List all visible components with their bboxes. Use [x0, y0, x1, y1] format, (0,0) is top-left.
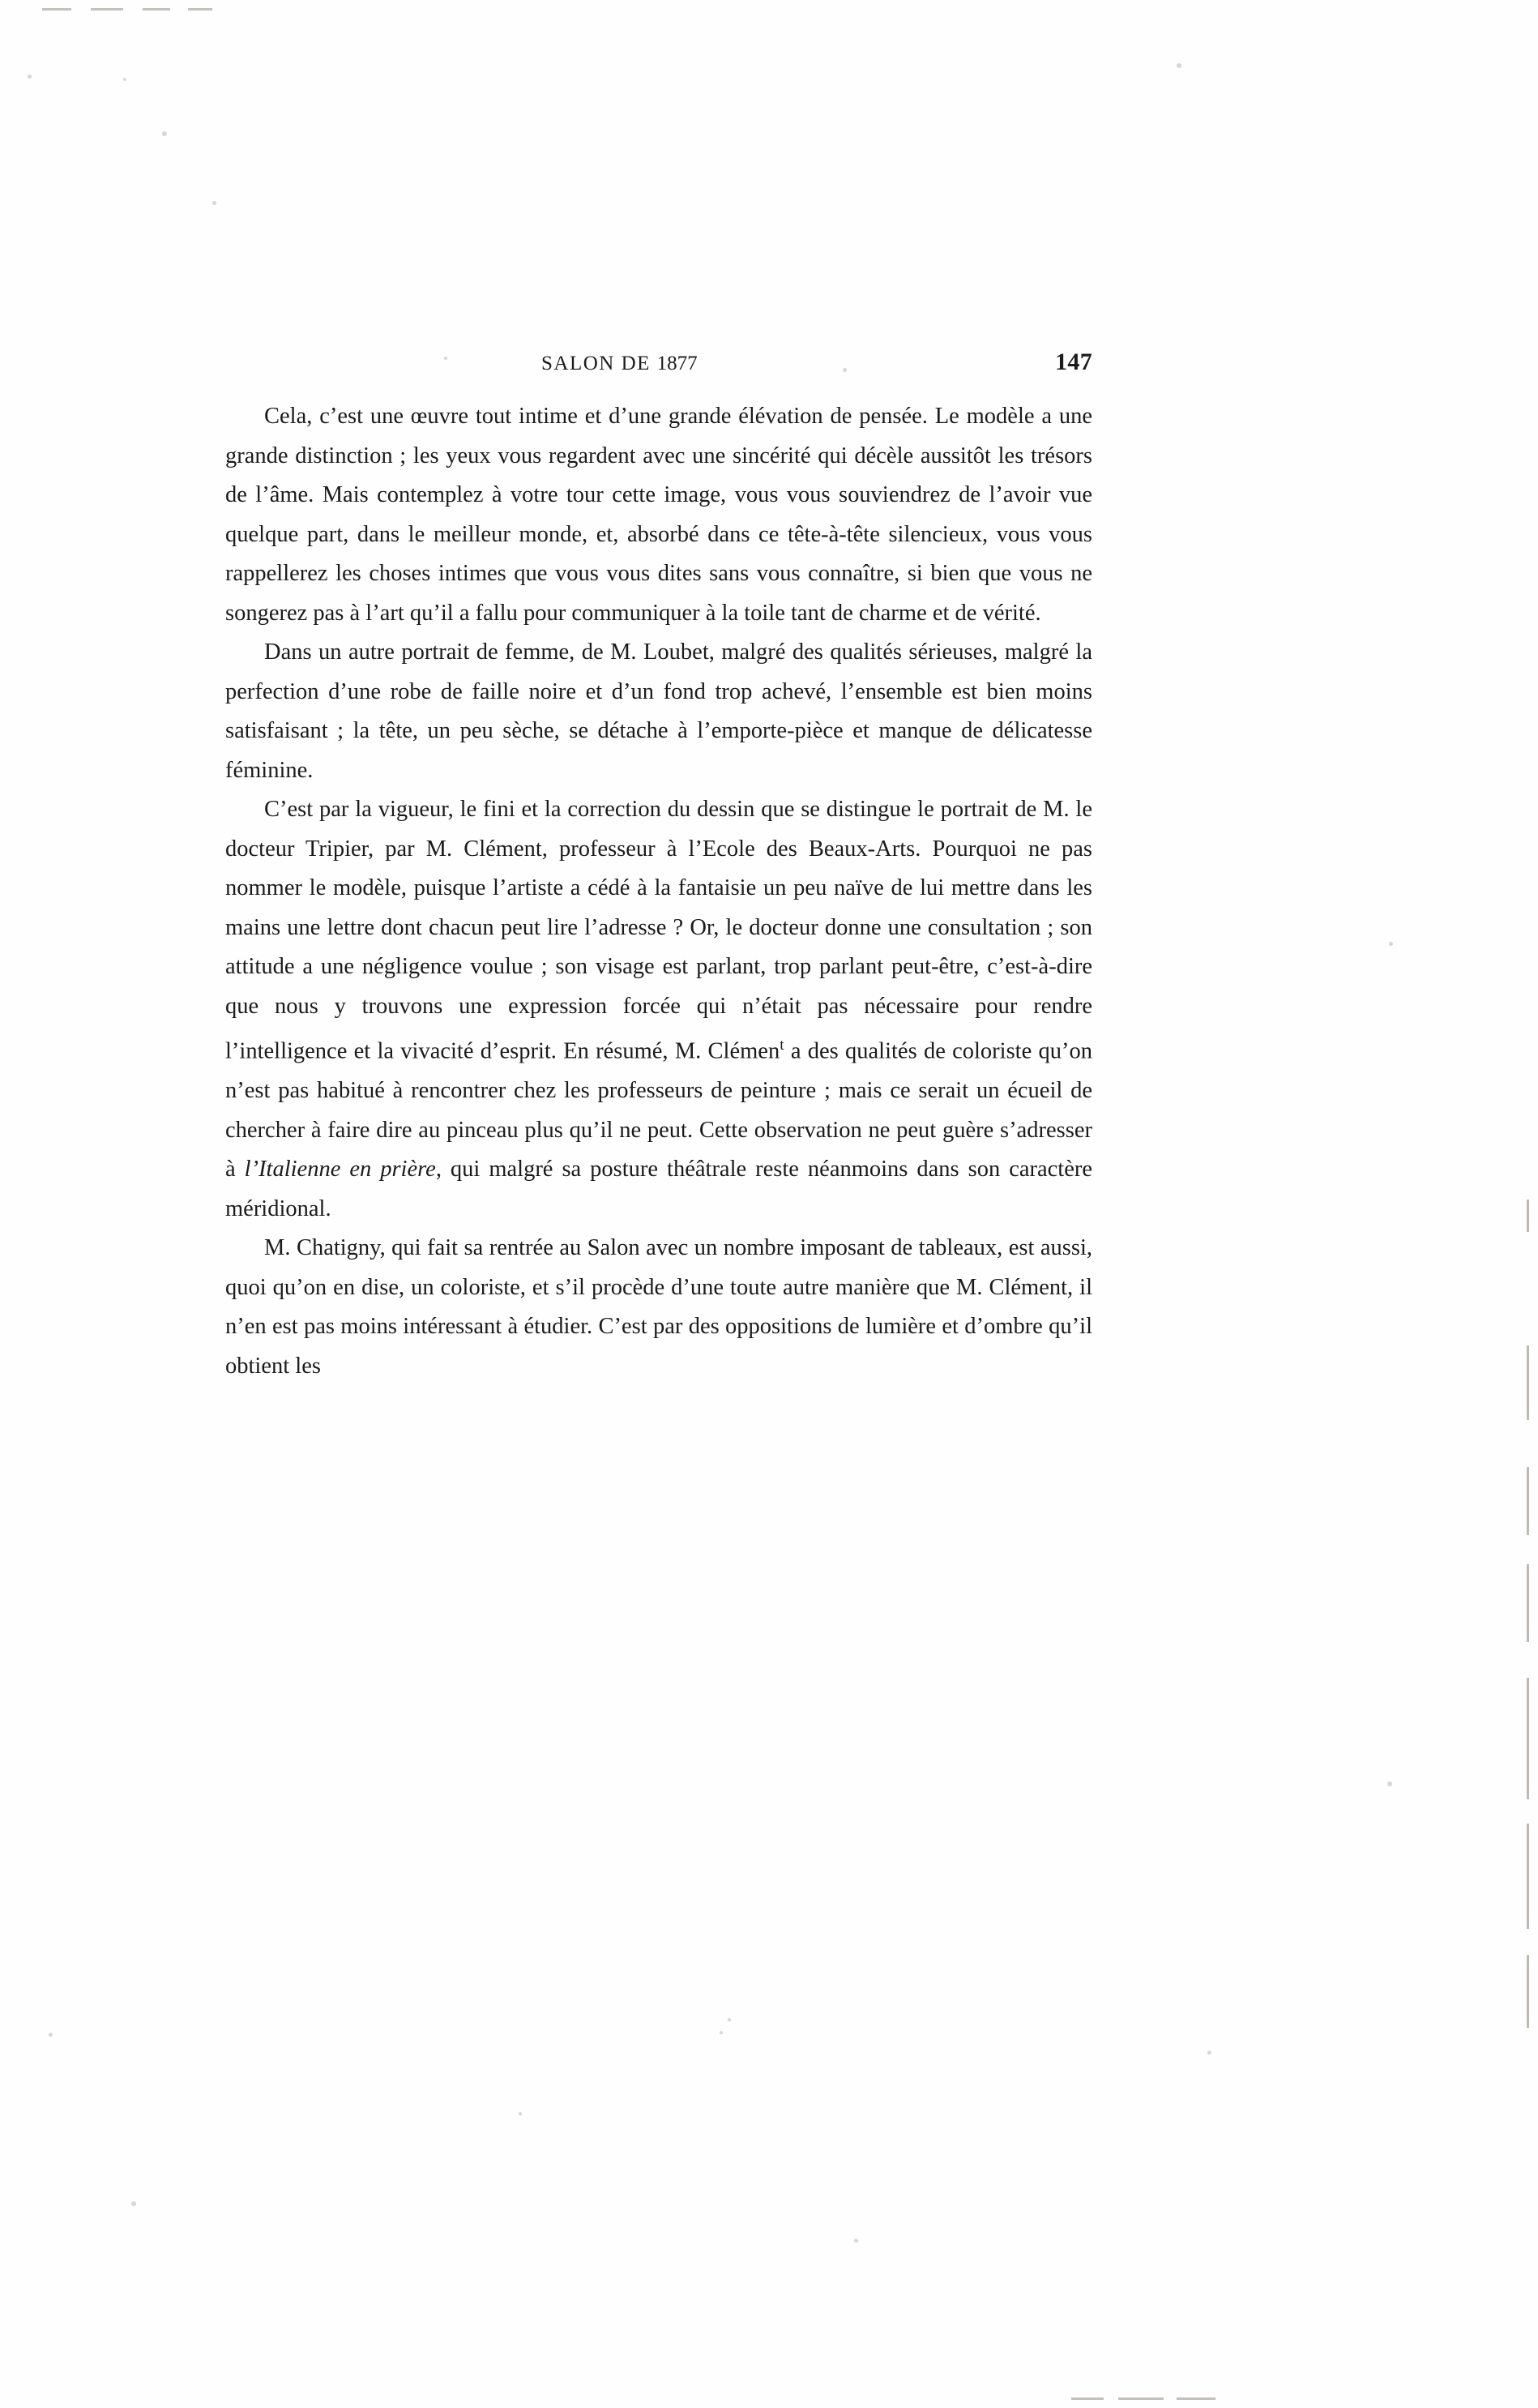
- scan-edge-mark: [1177, 2397, 1215, 2400]
- margin-showthrough-tick: [1527, 1200, 1529, 1232]
- running-head-year: 1877: [656, 353, 698, 374]
- scan-speck: [212, 201, 216, 205]
- scan-speck: [519, 2112, 522, 2115]
- scan-speck: [1389, 942, 1393, 946]
- scan-speck: [728, 2018, 731, 2021]
- superscript-letter: t: [780, 1037, 784, 1054]
- scan-edge-mark: [42, 8, 71, 11]
- text-column: [225, 349, 1092, 1386]
- margin-showthrough-tick: [1527, 1824, 1529, 1929]
- scan-speck: [28, 75, 32, 79]
- running-head-title-text: SALON DE: [541, 353, 657, 374]
- margin-showthrough-tick: [1527, 1345, 1529, 1420]
- margin-showthrough-tick: [1527, 1467, 1529, 1535]
- paragraph-2: Dans un autre portrait de femme, de M. Loubet, malgré des qualités sérieuses, malgré la perfection d’une robe de faille noire et d’un fond trop achevé, l’ensemble est bien moins satisfaisant ; la tête, un peu sèche, se détache à l’emporte-pièce et manque de délicatesse féminine.: [225, 639, 1092, 783]
- page-number: 147: [1055, 349, 1092, 375]
- paragraph-1: Cela, c’est une œuvre tout intime et d’une grande élévation de pensée. Le modèle a une grande distinction ; les yeux vous regardent avec une sincérité qui décèle aussitôt les trésors de l’âme. Mais contemplez à votre tour cette image, vous vous souviendrez de l’avoir vue quelque part, dans le meilleur monde, et, absorbé dans ce tête-à-tête silencieux, vous vous rappellerez les choses intimes que vous vous dites sans vous connaître, si bien que vous ne songerez pas à l’art qu’il a fallu pour communiquer à la toile tant de charme et de vérité.: [225, 404, 1092, 626]
- margin-showthrough-tick: [1527, 1564, 1529, 1642]
- running-head-title: [541, 353, 698, 375]
- scan-speck: [162, 131, 167, 136]
- scan-speck: [123, 78, 126, 81]
- scan-edge-mark: [1071, 2397, 1104, 2400]
- margin-showthrough-tick: [1527, 1955, 1529, 2028]
- scan-speck: [49, 2033, 53, 2037]
- scan-speck: [1177, 63, 1181, 68]
- paragraph-3: C’est par la vigueur, le fini et la correction du dessin que se distingue le portrait de M. le docteur Tripier, par M. Clément, professeur à l’Ecole des Beaux-Arts. Pourquoi ne pas nommer le modèle, puisque l’artiste a cédé à la fantaisie un peu naïve de lui mettre dans les mains une lettre dont chacun peut lire l’adresse ? Or, le docteur donne une consultation ; son attitude a une négligence voulue ; son visage est parlant, trop parlant peut-être, c’est-à-dire que nous y trouvons une expression forcée qui n’était pas nécessaire pour rendre l’intelligence et la vivacité d’esprit. En résumé, M. Clémen$^t$ a des qualités de coloriste qu’on n’est pas habitué à rencontrer chez les professeurs de peinture ; mais ce serait un écueil de chercher à faire dire au pinceau plus qu’il ne peut. Cette observation ne peut guère s’adresser à l’Italienne en prière, qui malgré sa posture théâtrale reste néanmoins dans son caractère méridional.: [225, 797, 1092, 1221]
- margin-showthrough-tick: [1527, 1678, 1529, 1799]
- scan-speck: [854, 2239, 858, 2243]
- scan-speck: [1387, 1781, 1392, 1786]
- scan-speck: [131, 2201, 136, 2206]
- scan-edge-mark: [188, 8, 212, 11]
- scan-speck: [720, 2031, 723, 2034]
- artwork-title-italic: l’Italienne en prière: [244, 1157, 436, 1182]
- scan-edge-mark: [1118, 2397, 1164, 2400]
- paragraph-4: M. Chatigny, qui fait sa rentrée au Salon avec un nombre imposant de tableaux, est aussi, quoi qu’on en dise, un coloriste, et s’il procède d’une toute autre manière que M. Clément, il n’en est pas moins intéressant à étudier. C’est par des oppositions de lumière et d’ombre qu’il obtient les: [225, 1235, 1092, 1379]
- scan-edge-mark: [143, 8, 170, 11]
- scan-speck: [1207, 2051, 1211, 2055]
- running-head: [225, 349, 1092, 376]
- scan-edge-mark: [91, 8, 123, 11]
